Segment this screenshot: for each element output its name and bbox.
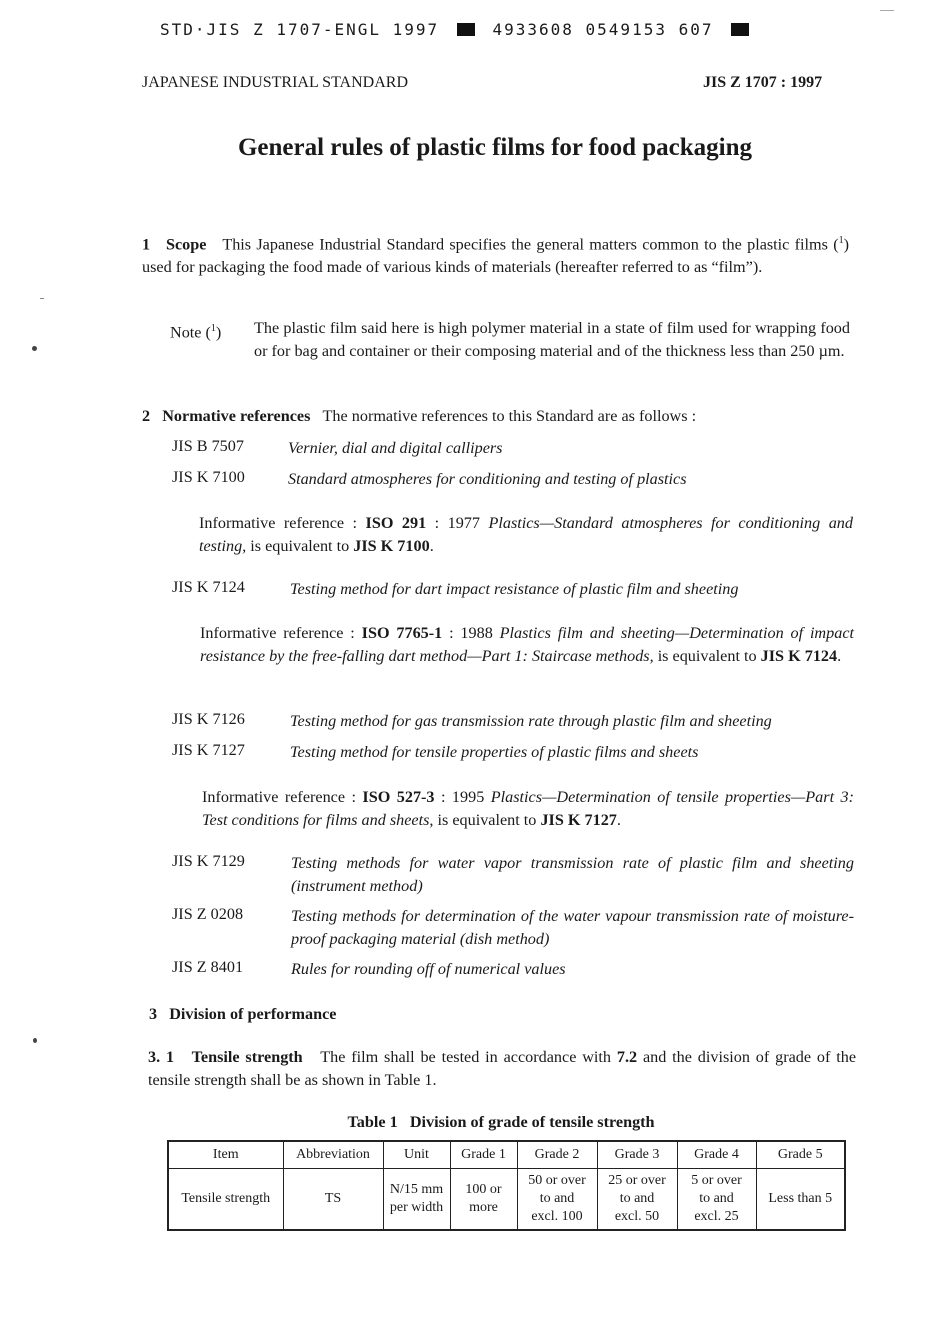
division-heading: 3 Division of performance bbox=[149, 1005, 337, 1023]
ref-title: Testing method for gas transmission rate through plastic film and sheeting bbox=[290, 712, 772, 730]
ref-code: JIS K 7129 bbox=[172, 852, 245, 870]
standard-code: JIS Z 1707 : 1997 bbox=[703, 74, 823, 91]
table-cell: Tensile strength bbox=[168, 1169, 283, 1231]
stamp-text: STD·JIS Z 1707-ENGL 1997 bbox=[160, 20, 440, 39]
scope-text-2: ) used for packaging the food made of various kinds of materials (hereafter referred to as “film”). bbox=[142, 235, 849, 277]
ref-title: Standard atmospheres for conditioning and testing of plastics bbox=[288, 470, 687, 488]
table-header-cell: Grade 4 bbox=[677, 1141, 756, 1169]
note-label: Note ($^1$) bbox=[170, 323, 222, 342]
table-header-cell: Grade 3 bbox=[597, 1141, 677, 1169]
table-header-cell: Grade 1 bbox=[450, 1141, 517, 1169]
ref-code: JIS K 7100 bbox=[172, 468, 245, 486]
note-1 bbox=[170, 317, 850, 387]
table-cell: 100 or more bbox=[450, 1169, 517, 1231]
ref-code: JIS K 7126 bbox=[172, 710, 245, 728]
ref-title: Testing methods for water vapor transmission rate of plastic film and sheeting (instrument method) bbox=[291, 854, 854, 895]
ref-code: JIS Z 8401 bbox=[172, 958, 244, 976]
stamp-block-1 bbox=[457, 23, 475, 36]
ref-title: Testing method for dart impact resistance of plastic film and sheeting bbox=[290, 580, 739, 598]
ref-code: JIS Z 0208 bbox=[172, 905, 244, 923]
informative-reference: Informative reference : ISO 7765-1 : 1988 Plastics film and sheeting—Determination of impact resistance by the free-falling dart method—Part 1: Staircase methods, is equivalent to JIS K 7124. bbox=[200, 624, 854, 665]
ref-title: Testing methods for determination of the water vapour transmission rate of moisture-proof packaging material (dish method) bbox=[291, 907, 854, 948]
standard-name: JAPANESE INDUSTRIAL STANDARD bbox=[142, 74, 408, 91]
table-cell: 50 or over to and excl. 100 bbox=[517, 1169, 597, 1231]
scan-speck bbox=[33, 1038, 37, 1043]
ref-title: Vernier, dial and digital callipers bbox=[288, 439, 503, 457]
table-cell: 5 or over to and excl. 25 bbox=[677, 1169, 756, 1231]
scan-speck bbox=[32, 346, 37, 351]
document-title: General rules of plastic films for food packaging bbox=[237, 134, 753, 161]
ref-code: JIS B 7507 bbox=[172, 437, 244, 455]
ref-title: Rules for rounding off of numerical values bbox=[291, 960, 566, 978]
table-cell: Less than 5 bbox=[756, 1169, 845, 1231]
table-header-cell: Grade 5 bbox=[756, 1141, 845, 1169]
scope-paragraph bbox=[142, 229, 849, 279]
informative-reference: Informative reference : ISO 527-3 : 1995 Plastics—Determination of tensile properties—Part 3: Test conditions for films and sheets, is equivalent to JIS K 7127. bbox=[202, 788, 855, 829]
note-text: The plastic film said here is high polymer material in a state of film used for wrapping food or for bag and container or their composing material and of the thickness less than 250 µm. bbox=[254, 319, 850, 360]
informative-reference: Informative reference : ISO 291 : 1977 Plastics—Standard atmospheres for conditioning and testing, is equivalent to JIS K 7100. bbox=[199, 514, 853, 555]
scope-text-1: This Japanese Industrial Standard specifies the general matters common to the plastic films ( bbox=[222, 235, 839, 254]
scope-heading: Scope bbox=[165, 235, 207, 254]
grade-table bbox=[167, 1140, 846, 1231]
table-header-cell: Abbreviation bbox=[283, 1141, 383, 1169]
stamp-code: 4933608 0549153 607 bbox=[492, 20, 714, 39]
normative-references-heading: 2 Normative references The normative references to this Standard are as follows : bbox=[142, 407, 697, 425]
table-header-cell: Unit bbox=[383, 1141, 450, 1169]
table-cell: 25 or over to and excl. 50 bbox=[597, 1169, 677, 1231]
table-header-row bbox=[168, 1141, 845, 1169]
table-caption: Table 1 Division of grade of tensile strength bbox=[347, 1113, 655, 1131]
scan-speck bbox=[880, 10, 894, 11]
document-stamp bbox=[160, 20, 755, 39]
scan-speck bbox=[40, 298, 44, 299]
stamp-block-2 bbox=[731, 23, 749, 36]
tensile-strength-paragraph: 3. 1 Tensile strength The film shall be tested in accordance with 7.2 and the division of grade of the tensile strength shall be as shown in Table 1. bbox=[148, 1048, 857, 1089]
scope-number: 1 bbox=[142, 235, 151, 254]
ref-code: JIS K 7127 bbox=[172, 741, 245, 759]
table-row bbox=[168, 1169, 845, 1231]
table-cell: N/15 mm per width bbox=[383, 1169, 450, 1231]
table-header-cell: Item bbox=[168, 1141, 283, 1169]
ref-title: Testing method for tensile properties of plastic films and sheets bbox=[290, 743, 699, 761]
table-cell: TS bbox=[283, 1169, 383, 1231]
ref-code: JIS K 7124 bbox=[172, 578, 245, 596]
footnote-mark: 1 bbox=[838, 235, 844, 246]
table-header-cell: Grade 2 bbox=[517, 1141, 597, 1169]
